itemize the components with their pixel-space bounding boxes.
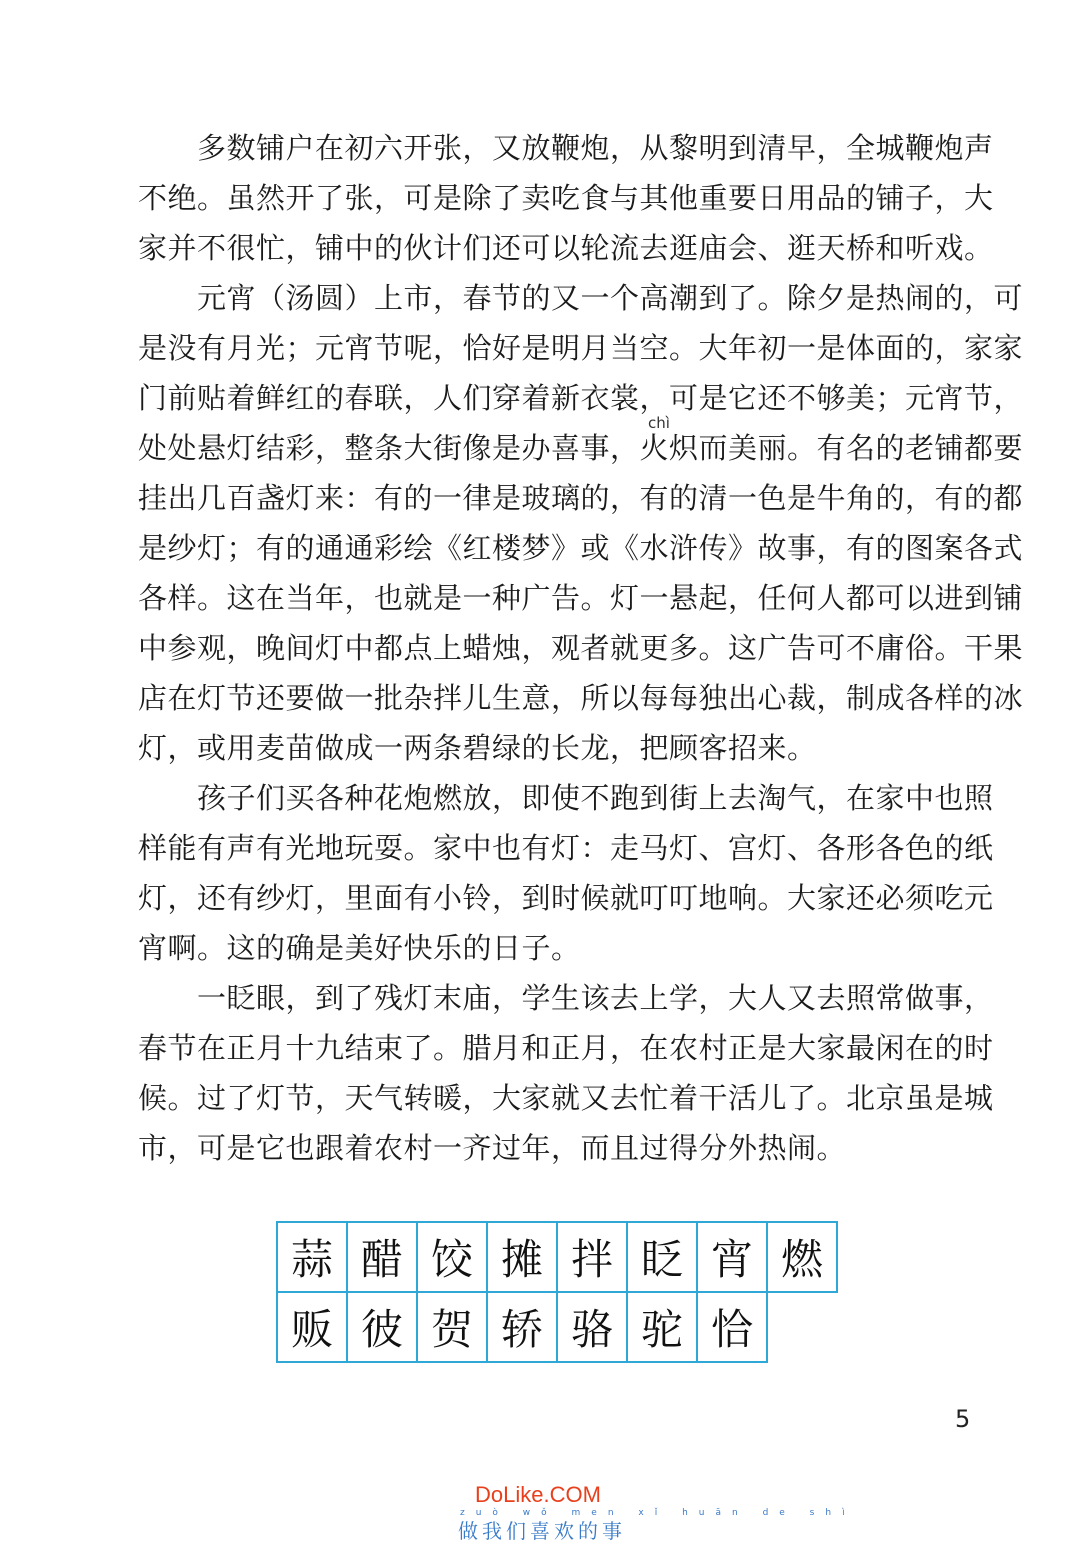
vocab-char: 宵 [697,1222,767,1292]
pinyin-annotation: chì [648,414,670,432]
vocab-row [277,1222,837,1292]
empty-cell [767,1292,837,1362]
text-line: 一眨眼，到了残灯末庙，学生该去上学，大人又去照常做事， [138,981,994,1015]
text-line: 多数铺户在初六开张，又放鞭炮，从黎明到清早，全城鞭炮声 [138,131,994,165]
text-line: 店在灯节还要做一批杂拌儿生意，所以每每独出心裁，制成各样的冰 [138,681,1024,715]
vocab-char: 轿 [487,1292,557,1362]
text-line: 各样。这在当年，也就是一种广告。灯一悬起，任何人都可以进到铺 [138,581,1024,615]
text-line: 样能有声有光地玩耍。家中也有灯：走马灯、宫灯、各形各色的纸 [138,831,994,865]
text-line: 孩子们买各种花炮燃放，即使不跑到街上去淘气，在家中也照 [138,781,994,815]
vocab-char: 眨 [627,1222,697,1292]
vocab-char: 贩 [277,1292,347,1362]
vocab-char: 拌 [557,1222,627,1292]
text-line: 元宵（汤圆）上市，春节的又一个高潮到了。除夕是热闹的，可 [138,281,1024,315]
text-line: 春节在正月十九结束了。腊月和正月，在农村正是大家最闲在的时 [138,1031,994,1065]
page-number: 5 [955,1405,971,1433]
vocab-row [277,1292,837,1362]
text-line: 灯，还有纱灯，里面有小铃，到时候就叮叮地响。大家还必须吃元 [138,881,994,915]
vocab-character-grid [276,1221,838,1363]
vocab-char: 贺 [417,1292,487,1362]
watermark-logo[interactable]: DoLike.COM [475,1482,601,1507]
vocab-char: 骆 [557,1292,627,1362]
text-line: 市，可是它也跟着农村一齐过年，而且过得分外热闹。 [138,1131,847,1165]
text-line: 家并不很忙，铺中的伙计们还可以轮流去逛庙会、逛天桥和听戏。 [138,231,994,265]
vocab-char: 驼 [627,1292,697,1362]
text-line: 候。过了灯节，天气转暖，大家就又去忙着干活儿了。北京虽是城 [138,1081,994,1115]
vocab-char: 醋 [347,1222,417,1292]
vocab-char: 燃 [767,1222,837,1292]
vocab-char: 摊 [487,1222,557,1292]
text-line: 处处悬灯结彩，整条大街像是办喜事，火炽而美丽。有名的老铺都要 [138,431,1024,465]
text-line: 是纱灯；有的通通彩绘《红楼梦》或《水浒传》故事，有的图案各式 [138,531,1024,565]
text-line: 灯，或用麦苗做成一两条碧绿的长龙，把顾客招来。 [138,731,817,765]
text-line: 不绝。虽然开了张，可是除了卖吃食与其他重要日用品的铺子，大 [138,181,994,215]
vocab-char: 彼 [347,1292,417,1362]
vocab-char: 饺 [417,1222,487,1292]
text-line: 宵啊。这的确是美好快乐的日子。 [138,931,581,965]
text-line: 挂出几百盏灯来：有的一律是玻璃的，有的清一色是牛角的，有的都 [138,481,1024,515]
text-line: 中参观，晚间灯中都点上蜡烛，观者就更多。这广告可不庸俗。干果 [138,631,1024,665]
text-line: 门前贴着鲜红的春联，人们穿着新衣裳，可是它还不够美；元宵节， [138,381,1024,415]
vocab-char: 蒜 [277,1222,347,1292]
text-line: 是没有月光；元宵节呢，恰好是明月当空。大年初一是体面的，家家 [138,331,1024,365]
vocab-char: 恰 [697,1292,767,1362]
watermark-slogan: 做我们喜欢的事 [458,1519,626,1543]
watermark-pinyin: zuò wǒ men xǐ huān de shì [460,1508,856,1518]
